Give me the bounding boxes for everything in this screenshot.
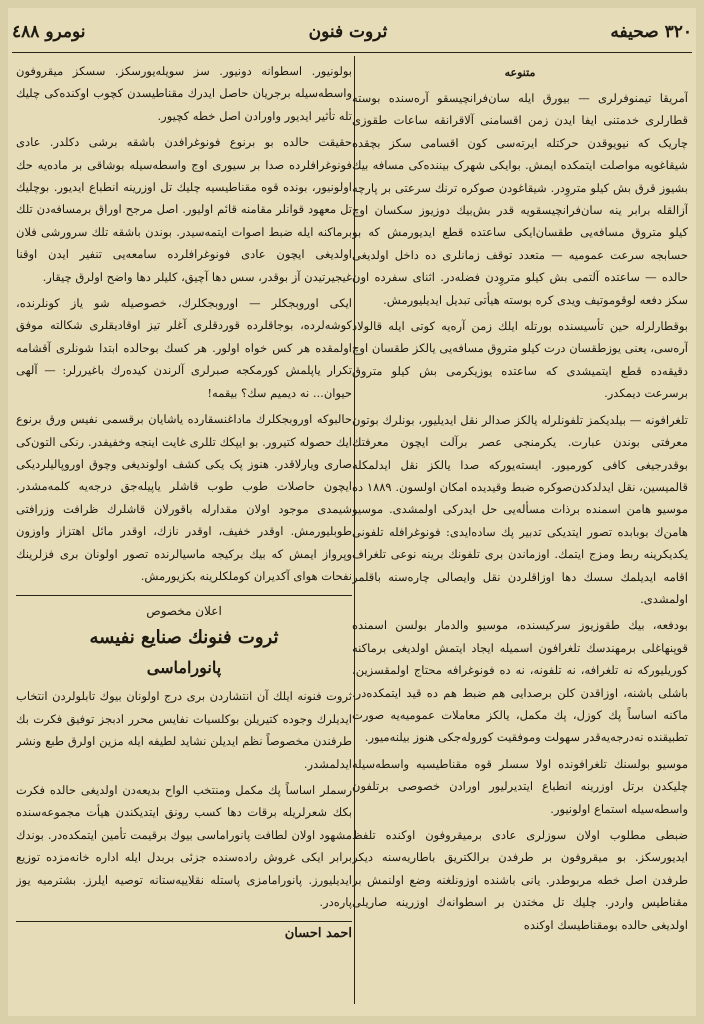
page-number: ٣٢٠ صحیفه bbox=[610, 22, 692, 42]
paragraph: بوقطارلرله حین تأسیسنده بورتله ایلك زمن آره‌یه کوتی ایله قالولاد آره‌سی، یعنی یوزطقسان درت کیلو متروق مسافه‌یی یالکز طقسان اوچ دقیقه‌ده قطع ایتمیشدی که ساعتده یوزیکرمی بش کیلو متروق برسرعت دیمکدر. bbox=[352, 319, 688, 401]
header-rule bbox=[12, 52, 692, 53]
journal-title: ثروت فنون bbox=[308, 22, 388, 42]
ad-signature: احمد احسان bbox=[16, 921, 352, 941]
ad-subtitle: پانوراماسی bbox=[146, 658, 222, 678]
left-column bbox=[16, 60, 352, 1004]
paragraph: حقیقت حالده بو برنوع فونوغرافدن باشقه برشی دکلدر. عادی فونوغرافلرده صدا بر سیوری اوج واسطه‌سیله بوشاقی بر ماده‌یه حك اولونیور، بونده قوه مقناطیسیه چلیك تل اوزرینه انطباع ایدیور. بوچلیك تل معهود قوانلر مقامنه قائم اولیور. اصل مرجح اوراق برمسافه‌دن تلك برماکنه ایله ضبط اصوات ایتمه‌سیدر. بوندن باشقه تلك سرورشی فلان اولدیغی ایچون عادی فونوغرافلرده سامعه‌یی تنفیر ایدن اوقنا غیجیرتیدن آز بوقدر، سس دها آچیق، کلیلر دها واضح اولرق چیقار. bbox=[16, 135, 352, 284]
paragraph: ایکی اوروبجکلر — اوروبجکلرك، خصوصیله شو یاز کونلرنده، کوشه‌لرده، بوجاقلرده قوردقلری آغلر تیز اوقادیقلری شکالته موفق اولمقده هر کس خواه اولور. هر کسك بوحالده ابتدا شونلری آقشامه تکرار یاپلمش کورمکجه صبرلری آلرندن کیده‌رك باغیررلر: — آلهی حیوان... نه دیمیم سك؟ بیقمه! bbox=[16, 296, 352, 400]
ad-title: ثروت فنونك صنایع نفیسه bbox=[89, 627, 279, 649]
paragraph: بولونیور. اسطوانه دونیور. سز سویله‌یورسکز. سسکز میقروفون واسطه‌سیله برجریان حاصل ایدرك مقناطیسدن کچوب اوکنده‌کی چلیك تله تأثیر ایدیور واورادن اصل خطه کچیور. bbox=[16, 64, 352, 123]
paragraph: آمریقا تیمنوفرلری — بیورق ایله سان‌فرانچیسقو آره‌سنده بوسته قطارلری خدمتنی ایفا ایدن زمن اقسامنی آلاقرانقه ساعات طقوزی چاریک که نیویوقدن حرکتله ایرته‌سی کون اقسامی سکز بچقده شیقاغویه مواصلت ایتمکده ایمش. بوایکی شهرک بیننده‌کی مسافه بیك بشیوز قرق بش کیلو متروِدر. شیقاغودن صوکره ترنك سرعتی بر پارچه آزالقله برابر ینه سان‌فرانچیسقویه قدر بش‌بیك دوزیوز سکسان اوچ کیلو متروق مسافه‌یی طقسان‌ایکی ساعتده قطع ایدیورمش که بو حسابجه سرعت عمومیه — متعدد توقف زمانلری ده داخل اولدیغی حالده — ساعتده آلتمی بش کیلو متروِدن فضله‌در. اثنای سفرده اون سکز دفعه لوقوموتیف ویدی کره بوسته هیأتی تبدیل ایدیلیورمش. bbox=[352, 91, 688, 307]
paragraph: تلغرافونه — بیلدیکمز تلفونلرله یالکز صدالر نقل ایدیلیور، بونلرك بوتون معرفتی بوندن عبارت. یکرمنجی عصر برآلت ایچون معرفتك بوقدرجیغی کافی کورمیور. ایسته‌یورکه صدا یالکز نقل ایدلمکله قالمیسین، نقل ایدلدکدن‌صوکره ضبط وقیدیده امکان اولسون. ١٨٨٩ ده موسیو هامن اسمنده برذات مسأله‌یی حل ایدرکی اولمشدی. موسیو هامن‌ك بوبابده تصور ایتدیکی تدبیر پك ساده‌ایدی: فونوغرافله تلفونی یکدیکرینه ربط ومزج ایتمك. اوزماندن بری تلفونك برینه نوعی تلغراف اقامه ایدیلمك سسك دها اوزاقلردن نقل وایصالی چاره‌سنه باقلمر اولمشدی. bbox=[352, 412, 688, 606]
ad-label: اعلان مخصوص bbox=[146, 604, 222, 619]
advertisement bbox=[16, 595, 352, 941]
ad-paragraph: ثروت فنونه ایلك آن انتشاردن بری درج اولونان بیوك تابلولردن انتخاب ایدیلرك وجوده کتیریلن بوکلسیات نفایس محرر ادبجز توفیق فکرت بك طرفندن مخصوصاً نظم ایدیلن نشاید لطیفه ایله مزین اولرق طبع ونشر ایدلمشدر. bbox=[16, 689, 352, 771]
paragraph: ضبطی مطلوب اولان سوزلری عادی برمیقروفون اوکنده تلفظ ایدیورسکز. بو میقروفون بر طرفدن برالکتریق باطاریه‌سنه دیکر طرفدن اصل خطه مربوطدر. یانی باشنده اوزونلغنه وضع اولنمش بر مقناطیس واردر. چلیك تل مختدن بر اسطوانه‌ك اوزرینه صاریلی اولدیغی حالده بومقناطیسك اوکنده bbox=[352, 828, 688, 932]
ad-paragraph: رسملر اساساً پك مکمل ومنتخب الواح بدیعه‌دن اولدیغی حالده فکرت بکك شعرلریله برقات دها کسب رونق ایتدیکندن هیأت مجموعه‌سنده مشهود اولان لطافت پانوراماسی بیوك برقیمت تأمین ایتمکده‌در. بوندك برابر ایکی غروش راده‌سنده جزئی بربدل ایله اداره خانه‌مزده توزیع ایدیلیورز. پانورامامزی پاستله نقلاییه‌ستانه توصیه ایلرز. بشترمیه یوز پاره‌در. bbox=[16, 782, 352, 909]
section-title: متنوعه bbox=[504, 66, 536, 79]
right-column bbox=[352, 60, 688, 1004]
issue-number: نومرو ٤٨٨ bbox=[12, 22, 86, 42]
journal-page bbox=[8, 8, 696, 1016]
paragraph: حالبوکه اوروبجکلرك ماداغنسقارده یاشایان برقسمی نفیس ورق برنوع ایك حصوله کتیرور. بو ایپکك تللری غایت اینجه وخفیفدر. رنکی التون‌کی صاری ویارلاقدر. هنوز پک یکی کشف اولوندیغی وچوق اوروپالیلردیکی ایچون حاصلات طوب طوب قاشلر یاپیله‌جق درجه‌یه کلمه‌مشدر. شیمدی موجود اولان مقدارله باقورلان قاشلرك ظرافت وزرافتی طوبلیورمش. اوقدر خفیف، اوقدر نازك، اوقدر مائل اهتزاز واوزون وپرواز ایمش که بیك برکیجه ماسیالرنده تصور اولونان بری فزلرینك نفحات هوای آکدیران کوملکلرینه بکزیورمش. bbox=[16, 412, 352, 583]
page-header bbox=[12, 16, 692, 48]
paragraph: موسیو بولسنك تلغرافونده اولا سسلر قوه مقناطیسیه واسطه‌سیله چلیکدن برتل اوزرینه انطباع ایتدیرلیور اورادن خصوصی برتلفون واسطه‌سیله استماع اولونیور. bbox=[352, 756, 688, 816]
paragraph: بودفعه، بیك طقوزیوز سرکیسنده، موسیو والدمار بولسن اسمنده قوپنهاغلی برمهندسك تلغرافون اسمیله ایجاد ایتمش اولدیغی برماکنه کوریلیورکه نه تلغرافه، نه تلفونه، نه ده فونوغرافه محتاج اولمقسزین، باشلی باشنه، اوزاقدن کلن برصدایی هم ضبط هم ده قید ایتمکده‌در. ماکنه اساساً پك کوزل، پك مکمل، یالکز معاملات عمومیه‌یه صورت تطبیقنده نه‌درجه‌یه‌قدر سهولت وموفقیت کوروله‌جکی هنوز بیلنه‌میور. bbox=[352, 618, 688, 745]
